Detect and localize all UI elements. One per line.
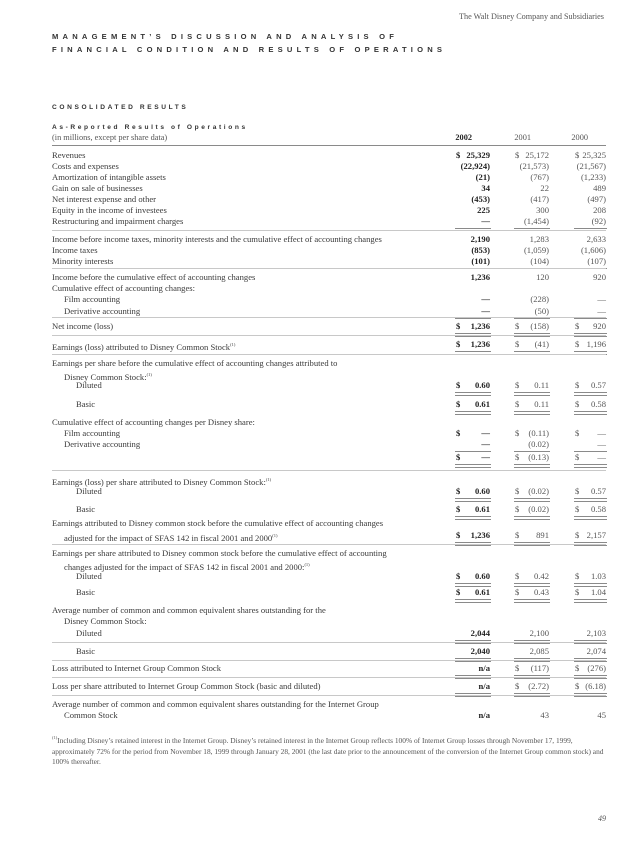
year-header-2001: 2001 <box>514 133 531 142</box>
company-name: The Walt Disney Company and Subsidiaries <box>459 12 604 21</box>
dollar-sign: $ <box>515 399 520 409</box>
cell-value: 1,283 <box>529 234 549 244</box>
cell-value: (0.11) <box>528 428 549 438</box>
cell-value: n/a <box>478 710 490 720</box>
cell-value: 34 <box>481 183 490 193</box>
cell-value: 891 <box>536 530 549 540</box>
dollar-sign: $ <box>575 530 580 540</box>
table-row <box>0 194 638 205</box>
row-divider <box>52 544 606 545</box>
cell-value: 2,100 <box>529 628 549 638</box>
row-label: Common Stock <box>64 710 118 720</box>
cell-value: 0.57 <box>590 380 606 390</box>
section-title-line1: MANAGEMENT’S DISCUSSION AND ANALYSIS OF <box>52 32 399 41</box>
cell-value: 920 <box>593 321 606 331</box>
cell-value: (107) <box>587 256 606 266</box>
dollar-sign: $ <box>515 321 520 331</box>
table-row <box>0 439 638 450</box>
row-divider <box>52 677 606 678</box>
cell-value: — <box>481 439 490 449</box>
dollar-sign: $ <box>515 530 520 540</box>
double-underline <box>514 583 550 587</box>
row-label: adjusted for the impact of SFAS 142 in fiscal 2001 and 2000 <box>64 533 273 543</box>
cell-value: 1,236 <box>470 321 490 331</box>
cell-value: (497) <box>587 194 606 204</box>
double-underline <box>455 599 491 603</box>
table-row <box>0 518 638 529</box>
section-title <box>52 30 446 56</box>
dollar-sign: $ <box>456 571 461 581</box>
dollar-sign: $ <box>456 486 461 496</box>
row-divider <box>52 695 606 696</box>
row-label: Loss attributed to Internet Group Common Stock <box>52 663 221 673</box>
table-row <box>0 358 638 369</box>
table-row <box>0 399 638 410</box>
cell-value: 0.11 <box>534 380 549 390</box>
double-underline <box>514 498 550 502</box>
footnote <box>52 733 608 768</box>
subsection-title: CONSOLIDATED RESULTS <box>52 104 189 111</box>
cell-value: 1.04 <box>590 587 606 597</box>
underline <box>455 318 491 319</box>
row-label: Income taxes <box>52 245 98 255</box>
dollar-sign: $ <box>575 399 580 409</box>
row-divider <box>52 470 606 471</box>
row-label: Earnings per share before the cumulative effect of accounting changes attributed to <box>52 358 338 368</box>
cell-value: (117) <box>530 663 549 673</box>
page-number: 49 <box>598 814 606 823</box>
cell-value: (453) <box>471 194 490 204</box>
cell-value: (41) <box>534 339 549 349</box>
cell-value: 489 <box>593 183 606 193</box>
cell-value: (2.72) <box>528 681 549 691</box>
row-divider <box>52 660 606 661</box>
cell-value: (101) <box>471 256 490 266</box>
row-label-wrap <box>52 339 235 353</box>
table-row <box>0 234 638 245</box>
row-label: Diluted <box>76 380 102 390</box>
dollar-sign: $ <box>515 150 520 160</box>
dollar-sign: $ <box>515 663 520 673</box>
table-row <box>0 172 638 183</box>
double-underline <box>514 599 550 603</box>
cell-value: 0.60 <box>474 571 490 581</box>
double-underline <box>574 411 607 415</box>
table-row <box>0 161 638 172</box>
cell-value: 43 <box>540 710 549 720</box>
dollar-sign: $ <box>515 380 520 390</box>
header-rule <box>52 145 606 146</box>
row-label: Disney Common Stock: <box>64 616 147 626</box>
row-label: Net income (loss) <box>52 321 114 331</box>
cell-value: 2,157 <box>586 530 606 540</box>
cell-value: 225 <box>477 205 490 215</box>
dollar-sign: $ <box>575 339 580 349</box>
dollar-sign: $ <box>456 380 461 390</box>
table-row <box>0 256 638 267</box>
row-label: Diluted <box>76 486 102 496</box>
table-row <box>0 245 638 256</box>
cell-value: 45 <box>597 710 606 720</box>
footnote-ref: (1) <box>304 562 310 567</box>
row-label: Earnings per share attributed to Disney common stock before the cumulative effect of accounting <box>52 548 387 558</box>
dollar-sign: $ <box>575 681 580 691</box>
cell-value: 25,329 <box>466 150 490 160</box>
dollar-sign: $ <box>515 339 520 349</box>
cell-value: (228) <box>530 294 549 304</box>
row-divider <box>52 268 606 269</box>
cell-value: (104) <box>530 256 549 266</box>
cell-value: 0.11 <box>534 399 549 409</box>
cell-value: (6.18) <box>585 681 606 691</box>
footnote-ref: (1) <box>146 372 152 377</box>
cell-value: 120 <box>536 272 549 282</box>
double-underline <box>455 411 491 415</box>
footnote-ref: (1) <box>265 477 272 482</box>
cell-value: 0.43 <box>533 587 549 597</box>
year-header-2002: 2002 <box>455 133 472 142</box>
table-row <box>0 294 638 305</box>
row-divider <box>52 335 606 336</box>
dollar-sign: $ <box>575 587 580 597</box>
table-row <box>0 216 638 227</box>
row-label: Basic <box>76 646 96 656</box>
table-row <box>0 571 638 582</box>
cell-value: n/a <box>478 681 490 691</box>
cell-value: 0.42 <box>533 571 549 581</box>
cell-value: 2,040 <box>470 646 490 656</box>
cell-value: 22 <box>540 183 549 193</box>
table-row <box>0 605 638 616</box>
cell-value: (22,924) <box>460 161 490 171</box>
cell-value: 2,044 <box>470 628 490 638</box>
dollar-sign: $ <box>456 452 461 462</box>
dollar-sign: $ <box>575 486 580 496</box>
cell-value: 0.60 <box>474 486 490 496</box>
cell-value: (0.13) <box>528 452 549 462</box>
dollar-sign: $ <box>515 681 520 691</box>
cell-value: — <box>481 216 490 226</box>
double-underline <box>574 498 607 502</box>
row-label: Derivative accounting <box>64 306 141 316</box>
table-row <box>0 486 638 497</box>
dollar-sign: $ <box>456 504 461 514</box>
dollar-sign: $ <box>515 486 520 496</box>
section-title-line2: FINANCIAL CONDITION AND RESULTS OF OPERATIONS <box>52 45 447 54</box>
cell-value: (21,567) <box>576 161 606 171</box>
table-row <box>0 417 638 428</box>
cell-value: 25,325 <box>582 150 606 160</box>
row-label: Costs and expenses <box>52 161 119 171</box>
row-label: Earnings (loss) per share attributed to Disney Common Stock: <box>52 477 266 487</box>
cell-value: 1,236 <box>470 272 490 282</box>
double-underline <box>455 583 491 587</box>
dollar-sign: $ <box>575 663 580 673</box>
cell-value: (0.02) <box>528 504 549 514</box>
table-row <box>0 452 638 463</box>
dollar-sign: $ <box>456 428 461 438</box>
dollar-sign: $ <box>456 321 461 331</box>
row-label: Loss per share attributed to Internet Group Common Stock (basic and diluted) <box>52 681 321 691</box>
row-divider <box>52 230 606 231</box>
row-label: Basic <box>76 587 96 597</box>
double-underline <box>514 411 550 415</box>
row-label: Amortization of intangible assets <box>52 172 166 182</box>
dollar-sign: $ <box>575 452 580 462</box>
underline <box>514 318 550 319</box>
cell-value: — <box>597 452 606 462</box>
cell-value: — <box>597 294 606 304</box>
table-row <box>0 681 638 692</box>
underline <box>574 228 607 229</box>
row-label: Revenues <box>52 150 86 160</box>
row-label: Diluted <box>76 628 102 638</box>
row-label: Disney Common Stock: <box>64 372 147 382</box>
table-row <box>0 321 638 332</box>
dollar-sign: $ <box>575 571 580 581</box>
double-underline <box>455 392 491 396</box>
cell-value: (1,059) <box>523 245 549 255</box>
underline <box>455 228 491 229</box>
dollar-sign: $ <box>456 339 461 349</box>
footnote-ref: (1) <box>230 342 236 347</box>
row-label: Income before the cumulative effect of accounting changes <box>52 272 256 282</box>
cell-value: (853) <box>471 245 490 255</box>
row-label: Basic <box>76 399 96 409</box>
cell-value: (158) <box>530 321 549 331</box>
dollar-sign: $ <box>456 587 461 597</box>
double-underline <box>455 498 491 502</box>
dollar-sign: $ <box>515 571 520 581</box>
footnote-text: Including Disney’s retained interest in the Internet Group. Disney’s retained interest in the Internet Group reflects 100% of Internet Group losses through November 17, 1999, approximately 72% for the period from November 18, 1999 through January 28, 2001 (the last date prior to the announcement of the conversion of the Internet Group common stock) and 100% thereafter. <box>52 736 604 766</box>
cell-value: — <box>597 439 606 449</box>
table-row <box>0 710 638 721</box>
row-label: Gain on sale of businesses <box>52 183 143 193</box>
cell-value: 0.60 <box>474 380 490 390</box>
table-row <box>0 150 638 161</box>
row-label: Net interest expense and other <box>52 194 157 204</box>
double-underline <box>514 392 550 396</box>
cell-value: (21) <box>475 172 490 182</box>
cell-value: 300 <box>536 205 549 215</box>
table-row <box>0 474 638 485</box>
double-underline <box>574 599 607 603</box>
row-label: Earnings (loss) attributed to Disney Common Stock <box>52 342 231 352</box>
cell-value: (92) <box>591 216 606 226</box>
cell-value: 0.58 <box>590 399 606 409</box>
dollar-sign: $ <box>456 530 461 540</box>
table-row <box>0 530 638 541</box>
cell-value: 208 <box>593 205 606 215</box>
row-label: Derivative accounting <box>64 439 141 449</box>
double-underline <box>574 464 607 468</box>
row-label: Cumulative effect of accounting changes per Disney share: <box>52 417 255 427</box>
dollar-sign: $ <box>515 452 520 462</box>
cell-value: 2,103 <box>586 628 606 638</box>
table-row <box>0 339 638 350</box>
double-underline <box>514 464 550 468</box>
row-label: Income before income taxes, minority interests and the cumulative effect of accounting changes <box>52 234 382 244</box>
row-label: Earnings attributed to Disney common stock before the cumulative effect of accounting changes <box>52 518 384 528</box>
cell-value: (417) <box>530 194 549 204</box>
row-divider <box>52 317 606 318</box>
cell-value: — <box>481 294 490 304</box>
row-label: changes adjusted for the impact of SFAS 142 in fiscal 2001 and 2000: <box>64 562 305 572</box>
cell-value: (50) <box>534 306 549 316</box>
table-row <box>0 183 638 194</box>
cell-value: 1,196 <box>586 339 606 349</box>
underline <box>574 318 607 319</box>
dollar-sign: $ <box>515 504 520 514</box>
cell-value: 25,172 <box>525 150 549 160</box>
cell-value: 0.57 <box>590 486 606 496</box>
table-row <box>0 663 638 674</box>
dollar-sign: $ <box>456 150 461 160</box>
table-row <box>0 380 638 391</box>
table-units: (in millions, except per share data) <box>52 133 168 142</box>
row-divider <box>52 354 606 355</box>
table-row <box>0 559 638 570</box>
row-label: Diluted <box>76 571 102 581</box>
row-label: Cumulative effect of accounting changes: <box>52 283 196 293</box>
cell-value: 920 <box>593 272 606 282</box>
table-row <box>0 205 638 216</box>
cell-value: 1.03 <box>590 571 606 581</box>
cell-value: — <box>481 428 490 438</box>
dollar-sign: $ <box>575 380 580 390</box>
row-label: Average number of common and common equivalent shares outstanding for the <box>52 605 326 615</box>
double-underline <box>455 464 491 468</box>
table-row <box>0 369 638 380</box>
dollar-sign: $ <box>575 321 580 331</box>
footnote-ref: (1) <box>272 533 278 538</box>
cell-value: (1,233) <box>580 172 606 182</box>
row-label: Film accounting <box>64 428 121 438</box>
table-row <box>0 272 638 283</box>
table-row <box>0 699 638 710</box>
cell-value: 0.58 <box>590 504 606 514</box>
table-row <box>0 283 638 294</box>
dollar-sign: $ <box>575 428 580 438</box>
cell-value: 0.61 <box>474 399 490 409</box>
row-label: Minority interests <box>52 256 114 266</box>
cell-value: (1,606) <box>580 245 606 255</box>
underline <box>514 228 550 229</box>
cell-value: — <box>597 428 606 438</box>
cell-value: — <box>481 306 490 316</box>
cell-value: 2,190 <box>470 234 490 244</box>
row-label: Film accounting <box>64 294 121 304</box>
dollar-sign: $ <box>515 587 520 597</box>
table-row <box>0 616 638 627</box>
dollar-sign: $ <box>515 428 520 438</box>
cell-value: 2,074 <box>586 646 606 656</box>
cell-value: (21,573) <box>519 161 549 171</box>
table-title: As-Reported Results of Operations <box>52 124 248 131</box>
table-row <box>0 504 638 515</box>
dollar-sign: $ <box>456 399 461 409</box>
row-label: Basic <box>76 504 96 514</box>
cell-value: (767) <box>530 172 549 182</box>
cell-value: 2,633 <box>586 234 606 244</box>
footnote-marker: (1) <box>52 735 58 740</box>
cell-value: — <box>481 452 490 462</box>
table-row <box>0 587 638 598</box>
table-row <box>0 628 638 639</box>
row-label-wrap <box>64 530 277 544</box>
table-row <box>0 548 638 559</box>
row-label: Restructuring and impairment charges <box>52 216 184 226</box>
cell-value: (0.02) <box>528 486 549 496</box>
table-row <box>0 428 638 439</box>
dollar-sign: $ <box>575 504 580 514</box>
double-underline <box>574 583 607 587</box>
cell-value: n/a <box>478 663 490 673</box>
cell-value: 0.61 <box>474 504 490 514</box>
year-header-2000: 2000 <box>571 133 588 142</box>
table-row <box>0 646 638 657</box>
cell-value: 0.61 <box>474 587 490 597</box>
cell-value: (0.02) <box>528 439 549 449</box>
dollar-sign: $ <box>575 150 580 160</box>
cell-value: 2,085 <box>529 646 549 656</box>
cell-value: (1,454) <box>523 216 549 226</box>
table-row <box>0 306 638 317</box>
cell-value: (276) <box>587 663 606 673</box>
cell-value: 1,236 <box>470 339 490 349</box>
row-label: Average number of common and common equivalent shares outstanding for the Internet Group <box>52 699 379 709</box>
row-divider <box>52 642 606 643</box>
cell-value: — <box>597 306 606 316</box>
cell-value: 1,236 <box>470 530 490 540</box>
row-label: Equity in the income of investees <box>52 205 167 215</box>
double-underline <box>574 392 607 396</box>
